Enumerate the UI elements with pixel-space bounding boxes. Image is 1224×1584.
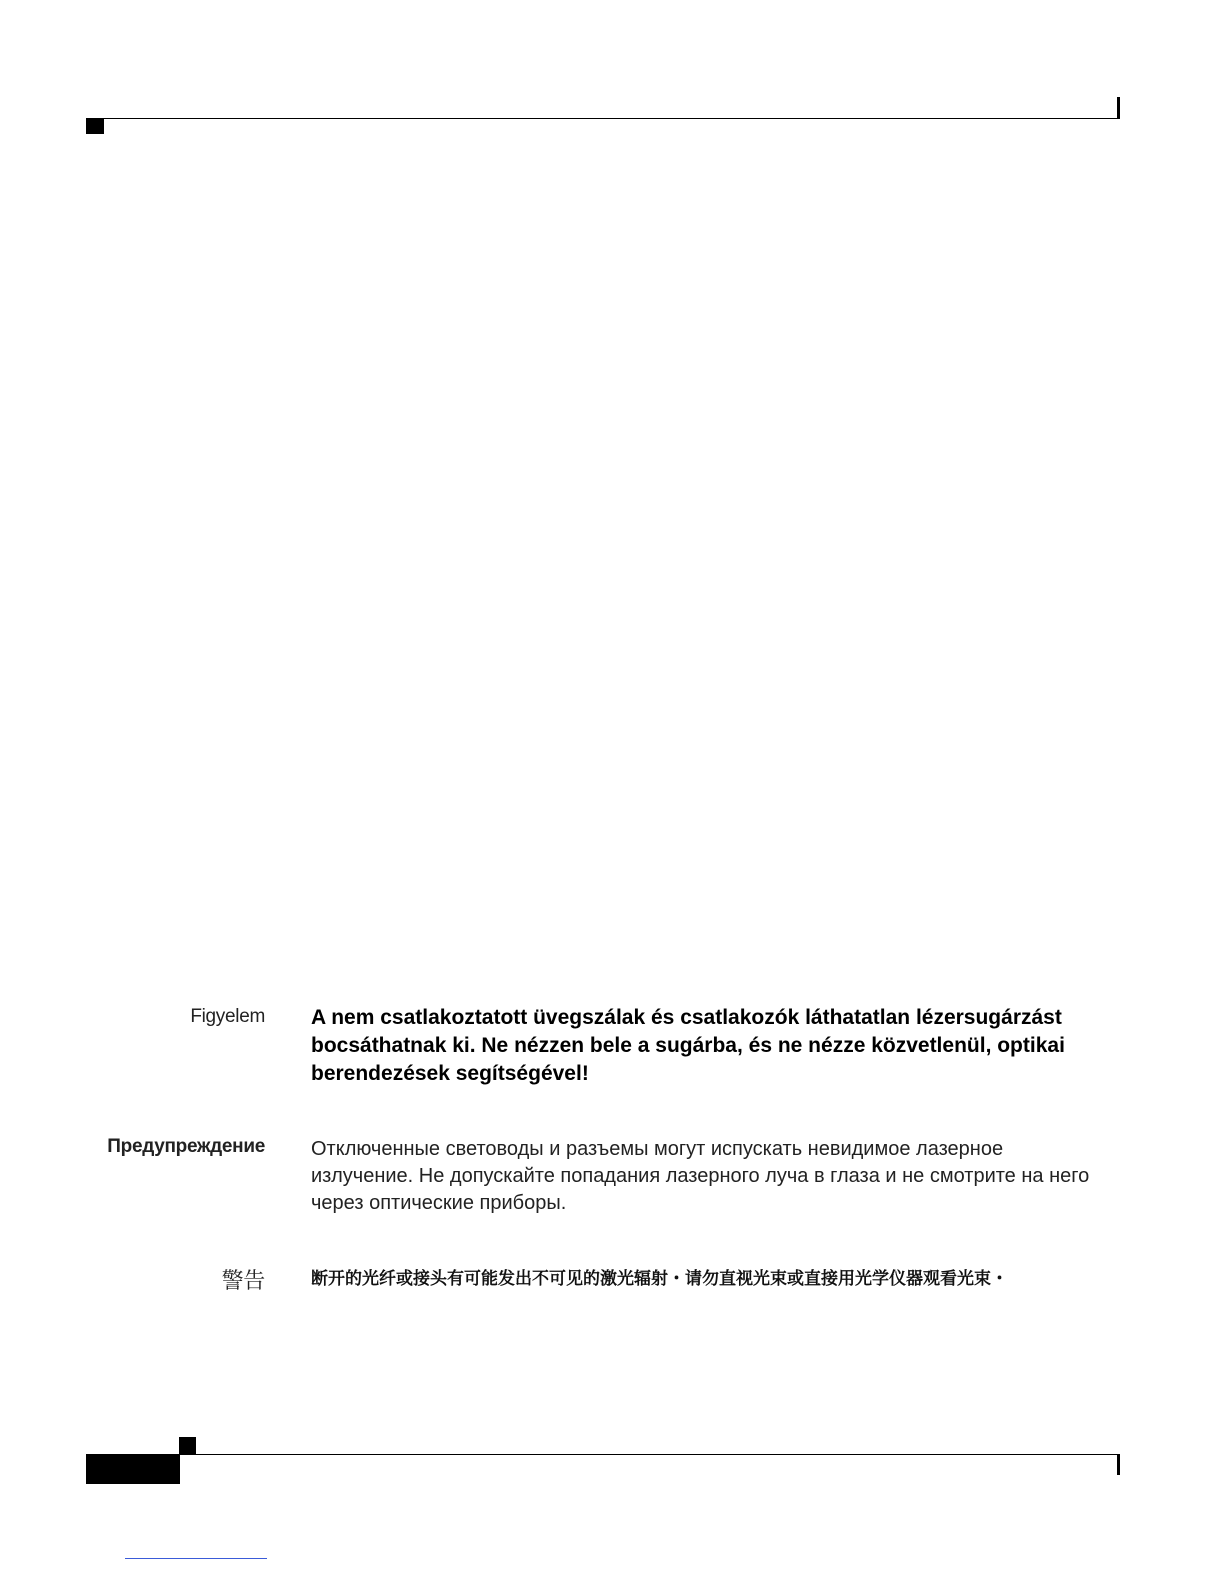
- footer-rule: [180, 1454, 1120, 1455]
- warning-label-chinese: 警告: [221, 1268, 265, 1293]
- footer-tick: [1117, 1455, 1120, 1475]
- footer-page-block: [86, 1454, 180, 1484]
- header-marker: [86, 118, 104, 134]
- footer-link-underline[interactable]: [125, 1558, 267, 1559]
- warning-label-russian: Предупреждение: [107, 1136, 265, 1157]
- warning-text-chinese: 断开的光纤或接头有可能发出不可见的激光辐射・请勿直视光束或直接用光学仪器观看光束・: [311, 1269, 1008, 1288]
- footer-marker: [179, 1437, 196, 1454]
- header-rule: [96, 118, 1120, 119]
- warning-label-hungarian: Figyelem: [190, 1006, 265, 1027]
- warning-text-hungarian: A nem csatlakoztatott üvegszálak és csatlakozók láthatatlan lézersugárzást bocsáthatnak ki. Ne nézzen bele a sugárba, és ne nézze közvetlenül, optikai berendezések segítségével!: [311, 1006, 1065, 1085]
- warning-text-russian: Отключенные световоды и разъемы могут испускать невидимое лазерное излучение. Не допускайте попадания лазерного луча в глаза и не смотрите на него через оптические приборы.: [311, 1138, 1090, 1214]
- header-tick: [1117, 97, 1120, 119]
